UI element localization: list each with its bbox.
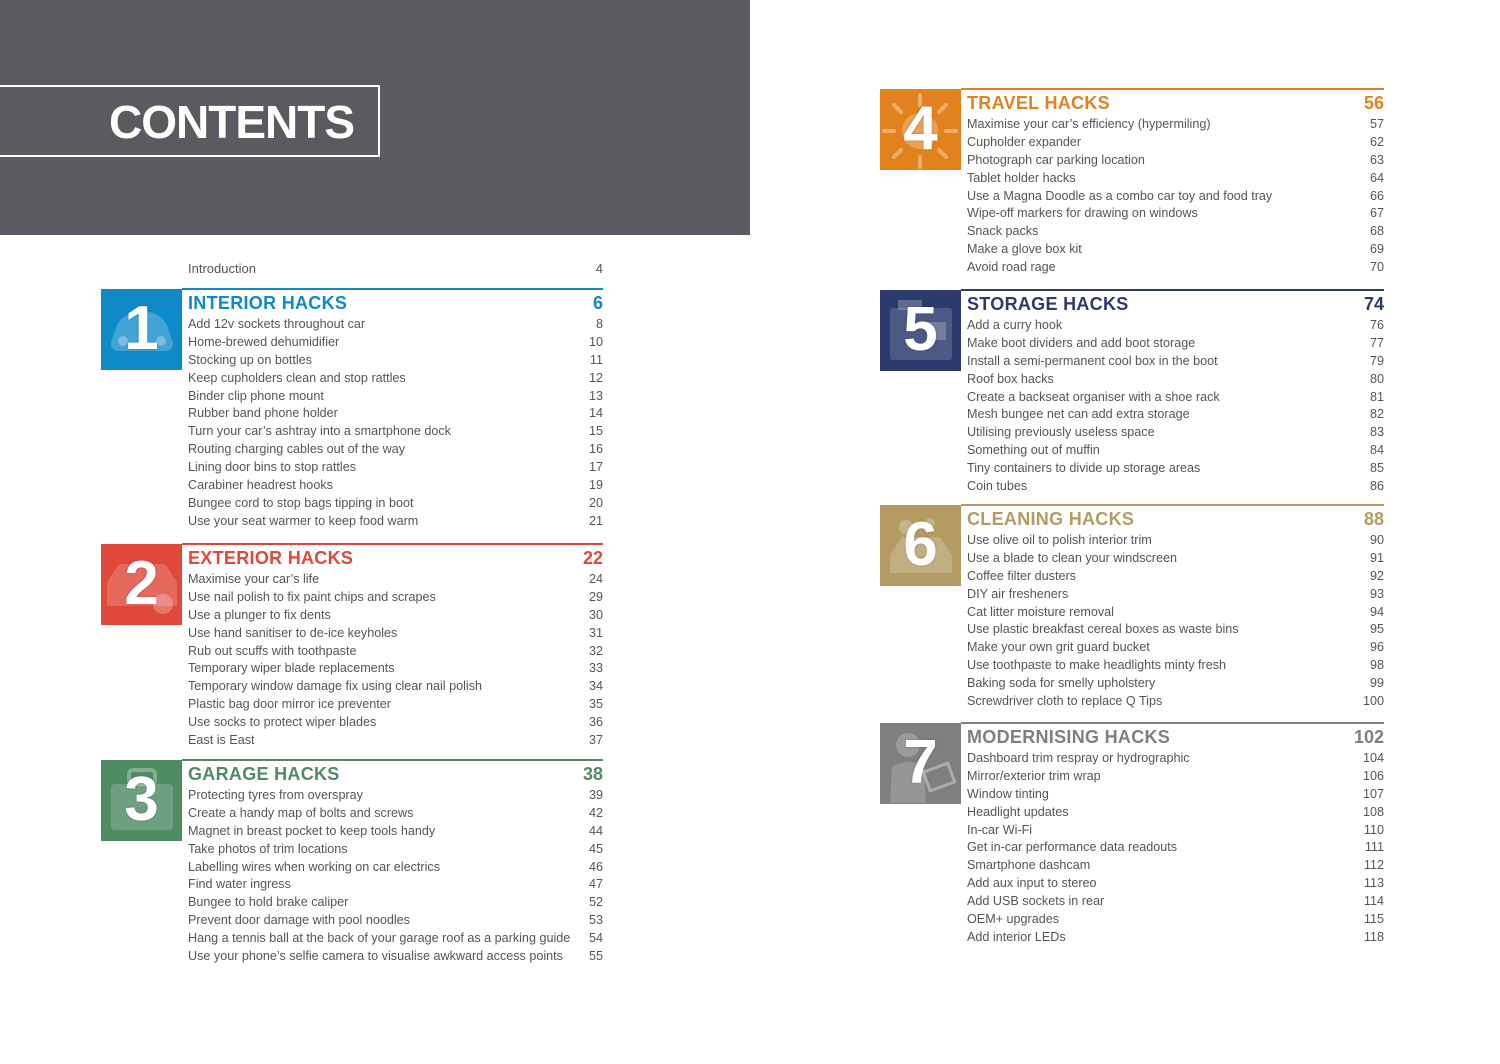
entry-label: Create a backseat organiser with a shoe rack [967,389,1220,404]
toc-entry[interactable] [967,170,1384,188]
entry-page: 12 [588,370,603,385]
toc-entry[interactable] [967,768,1384,786]
entry-page: 34 [588,679,603,694]
section-rule [961,504,1384,506]
toc-entry[interactable] [188,732,603,750]
toc-entry[interactable] [188,607,603,625]
toc-entry[interactable] [967,406,1384,424]
entry-label: Stocking up on bottles [188,352,312,367]
entry-page: 57 [1369,117,1384,131]
entry-label: Snack packs [967,224,1039,239]
toc-entry[interactable] [967,857,1384,875]
toc-entry[interactable] [188,948,603,966]
toc-entry[interactable] [188,316,603,334]
entry-page: 70 [1369,260,1384,275]
entry-page: 33 [588,661,603,676]
entry-label: Maximise your car’s life [188,572,320,586]
toc-entry[interactable] [967,188,1384,206]
entry-page: 83 [1369,425,1384,440]
section-number-box [101,544,182,625]
entry-page: 24 [588,572,603,586]
entry-page: 79 [1369,353,1384,368]
toc-entry[interactable] [188,405,603,423]
intro-entry[interactable] [188,261,603,279]
section-number: 4 [903,94,938,163]
entry-label: Tiny containers to divide up storage areas [967,461,1201,476]
toc-entry[interactable] [188,696,603,714]
entry-label: Use hand sanitiser to de-ice keyholes [188,625,398,640]
entry-page: 63 [1369,152,1384,167]
toc-entry[interactable] [967,223,1384,241]
toc-entry[interactable] [967,875,1384,893]
entry-label: Temporary window damage fix using clear nail polish [188,679,482,694]
entry-label: DIY air fresheners [967,586,1069,601]
entry-page: 42 [588,805,603,820]
entry-page: 68 [1369,224,1384,239]
entry-label: Add aux input to stereo [967,876,1097,891]
toc-entry[interactable] [967,621,1384,639]
section-number: 6 [903,510,938,579]
toc-entry[interactable] [967,389,1384,407]
entry-label: Cat litter moisture removal [967,604,1114,619]
entry-label: Add interior LEDs [967,929,1066,944]
entry-label: Use your phone’s selfie camera to visualise awkward access points [188,949,563,964]
entry-page: 81 [1369,389,1384,404]
entry-page: 13 [588,388,603,403]
entry-page: 100 [1362,694,1384,709]
entry-page: 107 [1362,786,1384,801]
toc-entry[interactable] [967,568,1384,586]
entry-label: Prevent door damage with pool noodles [188,913,410,928]
toc-entry[interactable] [967,116,1384,134]
entry-list [967,750,1384,947]
toc-entry[interactable] [188,477,603,495]
header-banner [0,0,750,235]
toc-entry[interactable] [967,371,1384,389]
entry-label: Labelling wires when working on car electrics [188,859,440,874]
entry-page: 95 [1369,622,1384,637]
section-rule [961,88,1384,90]
entry-page: 96 [1369,640,1384,655]
toc-entry[interactable] [188,643,603,661]
entry-label: Add 12v sockets throughout car [188,317,366,331]
entry-label: Binder clip phone mount [188,388,324,403]
section-title[interactable]: MODERNISING HACKS [967,727,1171,747]
section-rule [961,722,1384,724]
entry-label: Baking soda for smelly upholstery [967,676,1156,691]
intro-label: Introduction [188,261,256,276]
toc-entry[interactable] [188,859,603,877]
entry-label: Find water ingress [188,877,291,892]
entry-page: 80 [1369,371,1384,386]
toc-entry[interactable] [967,675,1384,693]
section-page: 74 [1363,294,1384,314]
entry-page: 115 [1363,912,1384,927]
entry-page: 15 [588,424,603,439]
entry-label: In-car Wi-Fi [967,822,1033,837]
entry-page: 37 [588,733,603,748]
entry-label: Use olive oil to polish interior trim [967,533,1152,547]
entry-list [967,317,1384,496]
section-number: 3 [124,765,159,834]
entry-label: Make a glove box kit [967,242,1082,257]
entry-label: OEM+ upgrades [967,912,1060,927]
toc-entry[interactable] [188,805,603,823]
entry-page: 55 [588,949,603,964]
toc-entry[interactable] [188,388,603,406]
entry-label: Rubber band phone holder [188,406,338,421]
section-rule [182,759,603,761]
entry-label: Temporary wiper blade replacements [188,661,395,676]
entry-page: 67 [1369,206,1384,221]
toc-entry[interactable] [967,929,1384,947]
entry-label: Mesh bungee net can add extra storage [967,407,1190,422]
entry-page: 118 [1363,929,1384,944]
entry-page: 82 [1369,407,1384,422]
entry-page: 21 [588,513,603,528]
entry-label: Protecting tyres from overspray [188,788,363,802]
entry-label: Create a handy map of bolts and screws [188,805,414,820]
section-number-box [880,723,961,804]
entry-label: Use nail polish to fix paint chips and scrapes [188,589,436,604]
entry-label: Make your own grit guard bucket [967,640,1150,655]
entry-page: 104 [1362,751,1384,765]
toc-entry[interactable] [188,571,603,589]
entry-page: 54 [588,931,603,946]
toc-entry[interactable] [188,876,603,894]
toc-entry[interactable] [188,352,603,370]
entry-list [188,571,603,750]
entry-page: 98 [1369,658,1384,673]
entry-page: 69 [1369,242,1384,257]
entry-label: Use toothpaste to make headlights minty fresh [967,658,1227,673]
toc-entry[interactable] [188,930,603,948]
toc-entry[interactable] [967,424,1384,442]
section-title[interactable]: GARAGE HACKS [188,764,340,784]
section-title[interactable]: EXTERIOR HACKS [188,548,354,568]
toc-entry[interactable] [967,442,1384,460]
entry-page: 77 [1369,335,1384,350]
entry-list [967,532,1384,711]
entry-page: 93 [1369,586,1384,601]
entry-page: 11 [589,352,603,367]
entry-label: Home-brewed dehumidifier [188,334,340,349]
entry-label: Bungee cord to stop bags tipping in boot [188,495,414,510]
section-title[interactable]: STORAGE HACKS [967,294,1129,314]
entry-page: 90 [1369,533,1384,547]
entry-label: Tablet holder hacks [967,170,1076,185]
entry-page: 62 [1369,134,1384,149]
intro-page: 4 [595,261,603,276]
entry-label: Dashboard trim respray or hydrographic [967,751,1190,765]
entry-page: 19 [588,478,603,493]
toc-entry[interactable] [967,586,1384,604]
entry-label: Rub out scuffs with toothpaste [188,643,357,658]
toc-entry[interactable] [967,750,1384,768]
section-page: 102 [1353,727,1384,747]
toc-entry[interactable] [967,657,1384,675]
entry-label: Hang a tennis ball at the back of your garage roof as a parking guide [188,931,571,946]
entry-page: 20 [588,495,603,510]
toc-entry[interactable] [188,423,603,441]
entry-page: 84 [1369,443,1384,458]
entry-label: Keep cupholders clean and stop rattles [188,370,406,385]
entry-page: 32 [588,643,603,658]
toc-entry[interactable] [967,478,1384,496]
toc-entry[interactable] [188,459,603,477]
entry-list [188,787,603,966]
entry-label: Routing charging cables out of the way [188,442,406,457]
toc-entry[interactable] [188,441,603,459]
entry-label: Avoid road rage [967,260,1056,275]
section-page: 22 [582,548,603,568]
entry-label: Wipe-off markers for drawing on windows [967,206,1198,221]
section-number-box [880,290,961,371]
entry-label: Magnet in breast pocket to keep tools handy [188,823,436,838]
section-page: 88 [1363,509,1384,529]
entry-label: Use a plunger to fix dents [188,607,331,622]
section-title[interactable]: INTERIOR HACKS [188,293,348,313]
entry-label: Screwdriver cloth to replace Q Tips [967,694,1163,709]
entry-label: Photograph car parking location [967,152,1145,167]
section-title[interactable]: CLEANING HACKS [967,509,1135,529]
entry-page: 17 [588,460,603,475]
entry-page: 66 [1369,188,1384,203]
entry-list [967,116,1384,277]
entry-label: Coin tubes [967,479,1028,494]
entry-label: Smartphone dashcam [967,858,1091,873]
toc-entry[interactable] [188,894,603,912]
entry-label: Add USB sockets in rear [967,894,1105,909]
entry-page: 106 [1362,768,1384,783]
entry-label: East is East [188,733,255,748]
toc-entry[interactable] [967,134,1384,152]
toc-entry[interactable] [188,370,603,388]
toc-entry[interactable] [188,787,603,805]
entry-label: Use socks to protect wiper blades [188,715,377,730]
entry-page: 16 [588,442,603,457]
entry-page: 30 [588,607,603,622]
entry-label: Maximise your car’s efficiency (hypermiling) [967,117,1211,131]
entry-page: 36 [588,715,603,730]
entry-page: 52 [588,895,603,910]
entry-label: Utilising previously useless space [967,425,1155,440]
toc-entry[interactable] [188,589,603,607]
section-number-box [101,760,182,841]
entry-label: Use plastic breakfast cereal boxes as waste bins [967,622,1239,637]
entry-page: 76 [1369,318,1384,332]
entry-list [188,316,603,531]
entry-page: 45 [588,841,603,856]
section-page: 56 [1363,93,1384,113]
entry-page: 53 [588,913,603,928]
entry-page: 112 [1363,858,1384,873]
entry-page: 10 [588,334,603,349]
toc-entry[interactable] [967,532,1384,550]
entry-label: Headlight updates [967,804,1069,819]
section-title[interactable]: TRAVEL HACKS [967,93,1110,113]
entry-page: 111 [1364,840,1384,855]
toc-entry[interactable] [967,259,1384,277]
section-page: 38 [582,764,603,784]
entry-page: 108 [1362,804,1384,819]
entry-label: Use your seat warmer to keep food warm [188,513,419,528]
toc-entry[interactable] [967,335,1384,353]
entry-page: 8 [595,317,603,331]
entry-page: 31 [588,625,603,640]
section-number-box [880,89,961,170]
section-number: 1 [124,294,159,363]
entry-label: Plastic bag door mirror ice preventer [188,697,391,712]
toc-entry[interactable] [188,495,603,513]
entry-page: 29 [588,589,603,604]
section-number-box [880,505,961,586]
section-number: 5 [903,295,938,364]
entry-label: Take photos of trim locations [188,841,348,856]
entry-page: 64 [1369,170,1384,185]
entry-label: Mirror/exterior trim wrap [967,768,1101,783]
toc-entry[interactable] [967,893,1384,911]
section-number: 2 [124,549,159,618]
toc-entry[interactable] [967,911,1384,929]
entry-page: 113 [1363,876,1384,891]
entry-label: Cupholder expander [967,134,1082,149]
entry-label: Lining door bins to stop rattles [188,460,357,475]
entry-page: 14 [588,406,603,421]
toc-entry[interactable] [188,823,603,841]
entry-page: 99 [1369,676,1384,691]
section-page: 6 [592,293,603,313]
entry-page: 86 [1369,479,1384,494]
toc-entry[interactable] [967,241,1384,259]
toc-entry[interactable] [188,660,603,678]
entry-label: Window tinting [967,786,1049,801]
entry-page: 110 [1363,822,1384,837]
toc-entry[interactable] [188,912,603,930]
entry-page: 91 [1369,550,1384,565]
entry-page: 85 [1369,461,1384,476]
entry-label: Use a blade to clean your windscreen [967,550,1178,565]
entry-label: Coffee filter dusters [967,568,1076,583]
toc-entry[interactable] [967,639,1384,657]
section-rule [961,289,1384,291]
toc-entry[interactable] [967,804,1384,822]
entry-page: 46 [588,859,603,874]
toc-entry[interactable] [967,604,1384,622]
entry-page: 39 [588,788,603,802]
toc-entry[interactable] [967,460,1384,478]
toc-entry[interactable] [188,625,603,643]
toc-entry[interactable] [967,839,1384,857]
entry-label: Install a semi-permanent cool box in the boot [967,353,1218,368]
toc-entry[interactable] [188,334,603,352]
entry-page: 35 [588,697,603,712]
entry-label: Get in-car performance data readouts [967,840,1178,855]
entry-label: Something out of muffin [967,443,1100,458]
entry-label: Carabiner headrest hooks [188,478,333,493]
section-rule [182,543,603,545]
toc-entry[interactable] [967,550,1384,568]
section-number-box [101,289,182,370]
entry-page: 44 [588,823,603,838]
section-rule [182,288,603,290]
entry-page: 47 [588,877,603,892]
toc-entry[interactable] [967,822,1384,840]
toc-entry[interactable] [967,786,1384,804]
page-title: CONTENTS [109,96,354,148]
toc-entry[interactable] [967,205,1384,223]
toc-entry[interactable] [967,693,1384,711]
section-number: 7 [903,728,938,797]
entry-label: Bungee to hold brake caliper [188,895,349,910]
entry-label: Turn your car’s ashtray into a smartphone dock [188,424,451,439]
toc-entry[interactable] [188,678,603,696]
entry-label: Use a Magna Doodle as a combo car toy and food tray [967,188,1273,203]
entry-label: Roof box hacks [967,371,1054,386]
entry-page: 114 [1363,894,1384,909]
toc-entry[interactable] [967,152,1384,170]
entry-page: 92 [1369,568,1384,583]
toc-entry[interactable] [188,841,603,859]
entry-page: 94 [1369,604,1384,619]
entry-label: Add a curry hook [967,318,1063,332]
toc-entry[interactable] [967,353,1384,371]
title-frame [0,85,380,157]
toc-entry[interactable] [188,714,603,732]
entry-label: Make boot dividers and add boot storage [967,335,1196,350]
toc-entry[interactable] [188,513,603,531]
toc-entry[interactable] [967,317,1384,335]
